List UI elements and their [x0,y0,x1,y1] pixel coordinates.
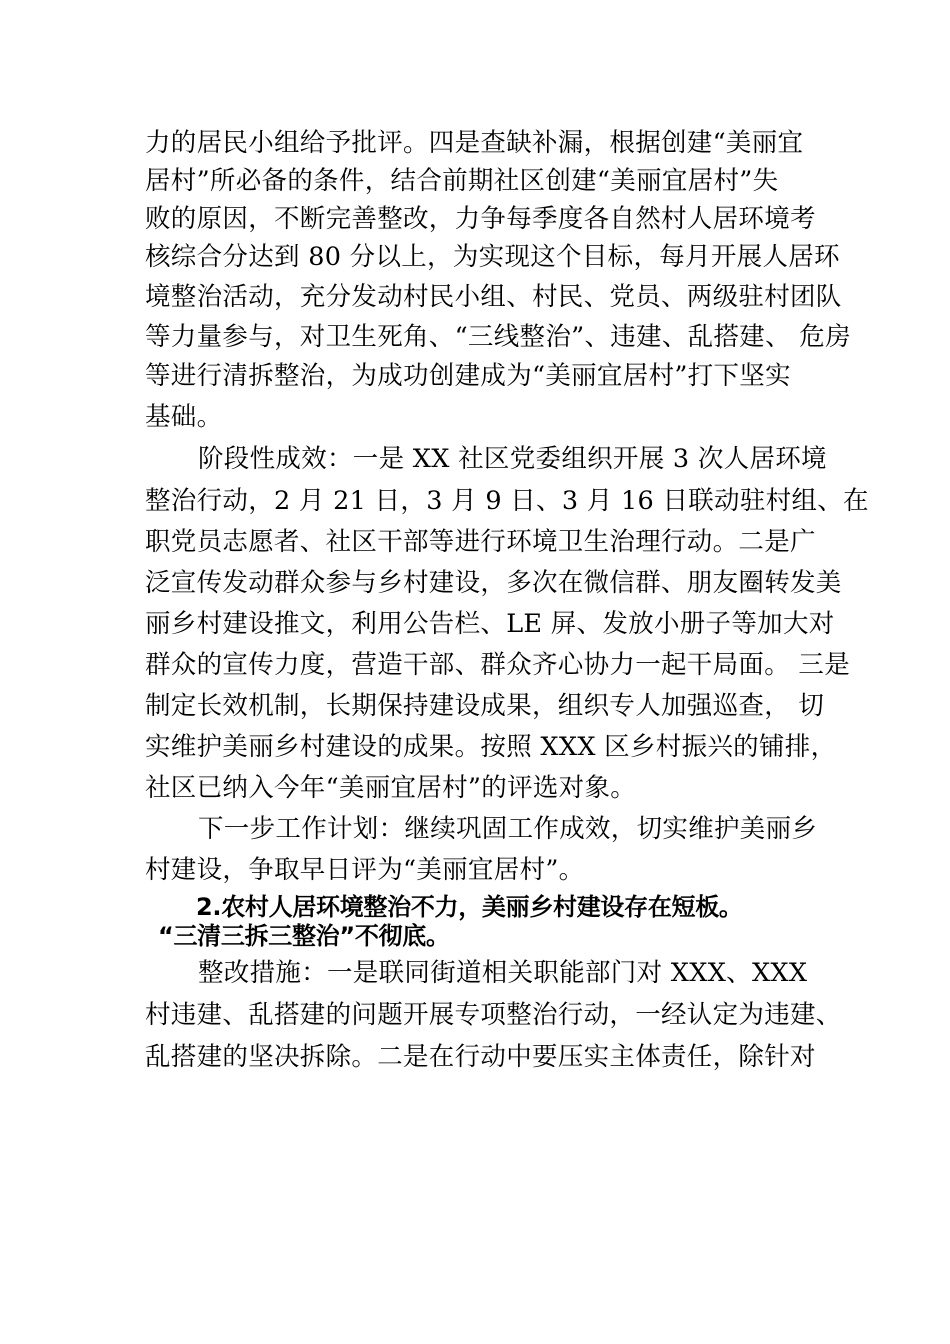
text-line: 境整治活动，充分发动村民小组、村民、党员、两级驻村团队 [145,282,842,312]
text-line: 实维护美丽乡村建设的成果。按照 XXX 区乡村振兴的铺排， [145,732,837,762]
text-line: 居村”所必备的条件，结合前期社区创建“美丽宜居村”失 [145,166,779,196]
text-line: 核综合分达到 80 分以上，为实现这个目标，每月开展人居环 [145,242,840,272]
text-line: 制定长效机制，长期保持建设成果，组织专人加强巡查， 切 [145,691,825,721]
text-line: 等进行清拆整治，为成功创建成为“美丽宜居村”打下坚实 [145,361,791,391]
text-line: 泛宣传发动群众参与乡村建设，多次在微信群、朋友圈转发美 [145,568,842,598]
text-line: 乱搭建的坚决拆除。二是在行动中要压实主体责任，除针对 [145,1042,816,1072]
text-line: 败的原因，不断完善整改，力争每季度各自然村人居环境考 [145,204,816,234]
text-line: 力的居民小组给予批评。四是查缺补漏，根据创建“美丽宜 [145,128,804,158]
text-line: 社区已纳入今年“美丽宜居村”的评选对象。 [145,773,637,803]
section-heading-continuation: “三清三拆三整治”不彻底。 [158,922,450,950]
paragraph-first-line: 整改措施：一是联同街道相关职能部门对 XXX、XXX [198,958,808,988]
text-line: 整治行动，2 月 21 日，3 月 9 日、3 月 16 日联动驻村组、在 [145,486,869,516]
text-line: 群众的宣传力度，营造干部、群众齐心协力一起干局面。 三是 [145,650,851,680]
text-line: 等力量参与，对卫生死角、“三线整治”、违建、乱搭建、 危房 [145,322,851,352]
text-line: 村违建、乱搭建的问题开展专项整治行动，一经认定为违建、 [145,1000,842,1030]
paragraph-first-line: 下一步工作计划：继续巩固工作成效，切实维护美丽乡 [198,814,818,844]
text-line: 职党员志愿者、社区干部等进行环境卫生治理行动。二是广 [145,527,816,557]
text-line: 丽乡村建设推文，利用公告栏、LE 屏、发放小册子等加大对 [145,609,835,639]
section-heading: 2.农村人居环境整治不力，美丽乡村建设存在短板。 [196,893,743,921]
text-line: 村建设，争取早日评为“美丽宜居村”。 [145,855,585,885]
text-line: 基础。 [145,402,223,432]
paragraph-first-line: 阶段性成效：一是 XX 社区党委组织开展 3 次人居环境 [198,444,827,474]
